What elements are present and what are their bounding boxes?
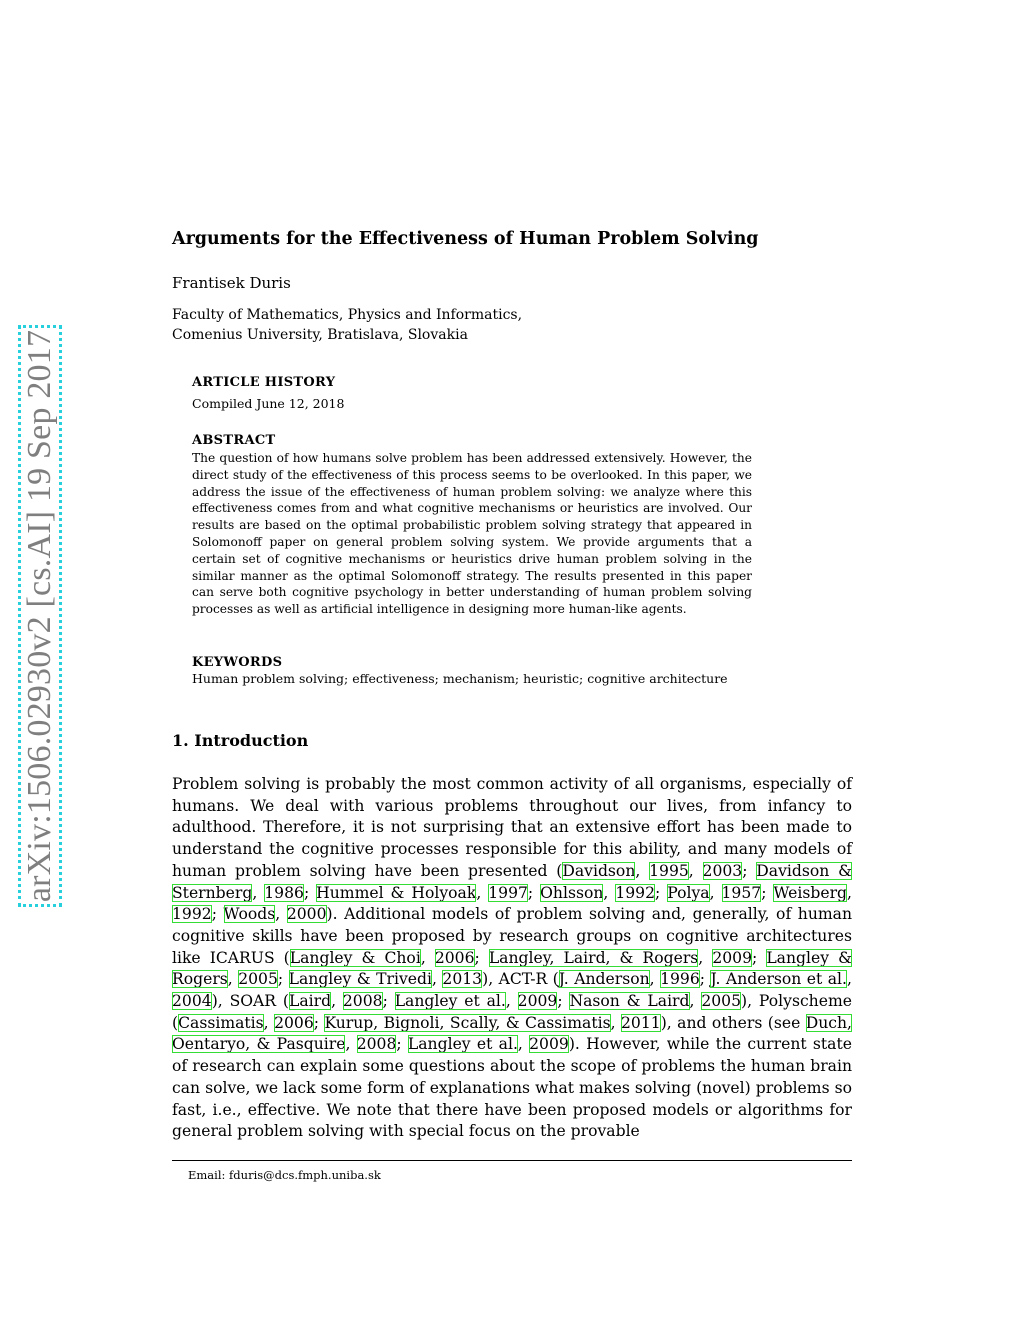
- paragraph-text: ), Polyscheme (: [172, 992, 852, 1032]
- citation-link[interactable]: 2003: [702, 861, 743, 880]
- citation-link[interactable]: 2006: [274, 1013, 314, 1032]
- paragraph-text: ,: [275, 905, 287, 924]
- section-heading-introduction: 1. Introduction: [172, 731, 309, 750]
- paragraph-text: ;: [211, 905, 224, 924]
- citation-link[interactable]: Weisberg: [773, 883, 848, 902]
- citation-link[interactable]: 1992: [172, 905, 212, 924]
- arxiv-identifier-text: arXiv:1506.02930v2 [cs.AI] 19 Sep 2017: [21, 329, 58, 903]
- paragraph-text: ,: [263, 1013, 275, 1032]
- citation-link[interactable]: Davidson & Sternberg: [172, 861, 852, 902]
- citation-link[interactable]: Kurup, Bignoli, Scally, & Cassimatis: [324, 1013, 611, 1032]
- citation-link[interactable]: 2011: [621, 1013, 661, 1032]
- paragraph-text: ,: [689, 992, 702, 1011]
- citation-link[interactable]: 1995: [649, 861, 689, 880]
- citation-link[interactable]: 1957: [721, 883, 762, 902]
- paragraph-text: ,: [610, 1013, 622, 1032]
- citation-link[interactable]: 2005: [701, 992, 741, 1011]
- citation-link[interactable]: 2013: [442, 970, 483, 989]
- paragraph-text: Problem solving is probably the most common activity of all organisms, especially of humans. We deal with various problems throughout our lives, from infancy to adulthood. Therefore, it is not surprising that an extensive effort has been made to understand the cognitive processes responsible for this ability, and many models of human problem solving have been presented (: [172, 775, 852, 880]
- citation-link[interactable]: Davidson: [562, 861, 636, 880]
- paragraph-text: ,: [847, 970, 852, 989]
- citation-link[interactable]: Nason & Laird: [569, 992, 690, 1011]
- paragraph-text: ), and others (see: [660, 1013, 806, 1032]
- citation-link[interactable]: Woods: [223, 905, 276, 924]
- citation-link[interactable]: J. Anderson: [558, 970, 650, 989]
- article-history-heading: ARTICLE HISTORY: [192, 375, 336, 390]
- citation-link[interactable]: J. Anderson et al.: [710, 970, 847, 989]
- paragraph-text: ,: [420, 948, 435, 967]
- keywords-heading: KEYWORDS: [192, 655, 283, 670]
- citation-link[interactable]: 1997: [488, 883, 528, 902]
- footnote-email: Email: fduris@dcs.fmph.uniba.sk: [188, 1168, 381, 1182]
- compiled-date: Compiled June 12, 2018: [192, 396, 345, 411]
- paragraph-text: ), SOAR (: [211, 992, 289, 1011]
- keywords-text: Human problem solving; effectiveness; mechanism; heuristic; cognitive architecture: [192, 671, 728, 686]
- paragraph-text: ,: [603, 883, 616, 902]
- paragraph-text: ), ACT-R (: [482, 970, 559, 989]
- paragraph-text: ;: [761, 883, 774, 902]
- paragraph-text: ;: [655, 883, 668, 902]
- affiliation: [172, 305, 522, 345]
- paragraph-text: ;: [752, 948, 767, 967]
- citation-link[interactable]: Langley & Rogers: [172, 948, 852, 989]
- paragraph-text: ;: [396, 1035, 408, 1054]
- citation-link[interactable]: 2008: [342, 992, 383, 1011]
- paragraph-text: ,: [847, 883, 852, 902]
- citation-link[interactable]: 1986: [264, 883, 304, 902]
- affiliation-line-1: Faculty of Mathematics, Physics and Informatics,: [172, 307, 523, 323]
- paragraph-text: ;: [382, 992, 395, 1011]
- paragraph-text: ;: [742, 861, 757, 880]
- paragraph-text: ). Additional models of problem solving and, generally, of human cognitive skills have been proposed by research groups on cognitive architectures like ICARUS (: [172, 905, 853, 967]
- paper-title: Arguments for the Effectiveness of Human Problem Solving: [172, 229, 759, 249]
- affiliation-line-2: Comenius University, Bratislava, Slovakia: [172, 327, 468, 343]
- paragraph-text: ,: [698, 948, 713, 967]
- paragraph-text: ,: [649, 970, 661, 989]
- citation-link[interactable]: Ohlsson: [540, 883, 604, 902]
- citation-link[interactable]: 2006: [434, 948, 475, 967]
- citation-link[interactable]: Duch, Oentaryo, & Pasquire: [172, 1013, 853, 1054]
- citation-link[interactable]: 1996: [660, 970, 700, 989]
- paragraph-text: ,: [252, 883, 265, 902]
- citation-link[interactable]: Langley et al.: [407, 1035, 518, 1054]
- paragraph-text: ,: [476, 883, 489, 902]
- citation-link[interactable]: Laird: [289, 992, 332, 1011]
- author-name: Frantisek Duris: [172, 274, 291, 292]
- citation-link[interactable]: Langley & Choi: [289, 948, 421, 967]
- paragraph-text: ;: [313, 1013, 325, 1032]
- citation-link[interactable]: Langley, Laird, & Rogers: [488, 948, 699, 967]
- paragraph-text: ,: [688, 861, 703, 880]
- abstract-heading: ABSTRACT: [192, 433, 276, 448]
- paragraph-text: ;: [474, 948, 489, 967]
- citation-link[interactable]: Langley & Trivedi: [288, 970, 432, 989]
- paragraph-text: ). However, while the current state of research can explain some questions about the scope of problems the human brain can solve, we lack some form of explanations what makes solving (novel) problems so fast, i.e., effective. We note that there have been proposed models or algorithms for general problem solving with special focus on the provable: [172, 1035, 852, 1141]
- paragraph-text: ;: [699, 970, 711, 989]
- paragraph-text: ,: [635, 861, 650, 880]
- citation-link[interactable]: 2009: [529, 1035, 569, 1054]
- paragraph-text: ,: [432, 970, 443, 989]
- citation-link[interactable]: 2008: [356, 1035, 397, 1054]
- citation-link[interactable]: 2004: [172, 992, 212, 1011]
- paragraph-text: ,: [331, 992, 343, 1011]
- paragraph-text: ;: [527, 883, 541, 902]
- citation-link[interactable]: Cassimatis: [178, 1013, 264, 1032]
- paragraph-text: ,: [505, 992, 518, 1011]
- arxiv-identifier-stamp[interactable]: [18, 325, 62, 907]
- paragraph-text: ;: [303, 883, 317, 902]
- introduction-paragraph: [172, 774, 852, 1143]
- citation-link[interactable]: 2005: [238, 970, 278, 989]
- citation-link[interactable]: Polya: [667, 883, 710, 902]
- citation-link[interactable]: 2009: [712, 948, 752, 967]
- citation-link[interactable]: Hummel & Holyoak: [316, 883, 477, 902]
- footnote-rule: [172, 1160, 852, 1161]
- citation-link[interactable]: 2009: [517, 992, 558, 1011]
- paragraph-text: ;: [277, 970, 289, 989]
- paragraph-text: ,: [709, 883, 722, 902]
- paragraph-text: ;: [557, 992, 570, 1011]
- paragraph-text: ,: [345, 1035, 357, 1054]
- citation-link[interactable]: Langley et al.: [394, 992, 506, 1011]
- abstract-text: The question of how humans solve problem has been addressed extensively. However, the direct study of the effectiveness of this process seems to be overlooked. In this paper, we address the issue of the effectiveness of human problem solving: we analyze where this effectiveness comes from and what cognitive mechanisms or heuristics are involved. Our results are based on the optimal probabilistic problem solving strategy that appeared in Solomonoff paper on general problem solving system. We provide arguments that a certain set of cognitive mechanisms or heuristics drive human problem solving in the similar manner as the optimal Solomonoff strategy. The results presented in this paper can serve both cognitive psychology in better understanding of human problem solving processes as well as artificial intelligence in designing more human-like agents.: [192, 451, 752, 617]
- paragraph-text: ,: [517, 1035, 530, 1054]
- citation-link[interactable]: 1992: [615, 883, 656, 902]
- citation-link[interactable]: 2000: [286, 905, 327, 924]
- paragraph-text: ,: [227, 970, 239, 989]
